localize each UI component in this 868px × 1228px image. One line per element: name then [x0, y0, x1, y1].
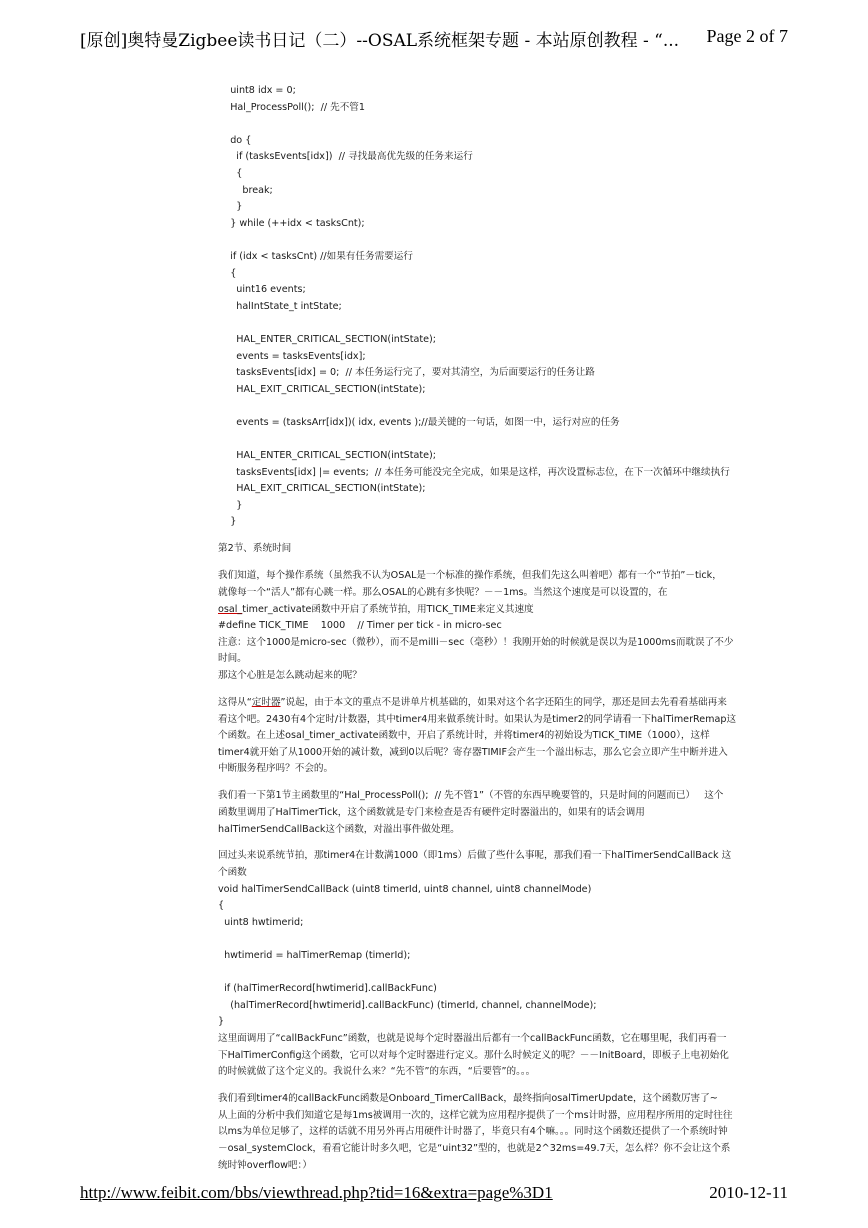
text-line: 注意：这个1000是micro-sec（微秒），而不是milli－sec（毫秒）！我刚开始的时候就是误以为是1000ms而耽误了不少 — [218, 636, 734, 648]
text-line: { — [218, 267, 237, 279]
paragraph-line — [218, 695, 778, 712]
text-line: break; — [218, 184, 273, 196]
underlined-term: osal_ — [218, 603, 243, 615]
text-line: HAL_EXIT_CRITICAL_SECTION(intState); — [218, 483, 426, 495]
text-line: { — [218, 167, 243, 179]
text-line — [218, 431, 778, 448]
text-line: 从上面的分析中我们知道它是每1ms被调用一次的，这样它就为应用程序提供了一个ms计时器，应用程序所用的定时往往 — [218, 1109, 733, 1121]
text-run: timer_activate函数中开启了系统节拍，用TICK_TIME来定义其速度 — [242, 603, 534, 615]
paragraph-line — [218, 602, 778, 619]
article-body — [218, 83, 778, 1174]
text-line — [218, 315, 778, 332]
text-line: 下HalTimerConfig这个函数，它可以对每个定时器进行定义。那什么时候定义的呢？－－InitBoard，即板子上电初始化 — [218, 1049, 729, 1061]
paragraph-system-clock — [218, 1091, 778, 1174]
text-line: 的时候就做了这个定义的。我说什么来？“先不管”的东西，“后要管”的。。。 — [218, 1066, 536, 1078]
page-number: Page 2 of 7 — [706, 26, 788, 46]
text-line: 这里面调用了“callBackFunc”函数，也就是说每个定时器溢出后都有一个callBackFunc函数，它在哪里呢，我们再看一 — [218, 1033, 727, 1045]
text-line: 我们看到timer4的callBackFunc函数是Onboard_TimerCallBack，最终指向osalTimerUpdate，这个函数厉害了~ — [218, 1093, 718, 1105]
text-line: 以ms为单位足够了，这样的话就不用另外再占用硬件计时器了，毕竟只有4个嘛。。。同时这个函数还提供了一个系统时钟 — [218, 1126, 728, 1138]
text-line: 函数里调用了HalTimerTick，这个函数就是专门来检查是否有硬件定时器溢出的，如果有的话会调用 — [218, 806, 645, 818]
text-line: tasksEvents[idx] = 0; // 本任务运行完了，要对其清空，为后面要运行的任务让路 — [218, 367, 595, 379]
section-title: 第2节、系统时间 — [218, 543, 292, 555]
text-line: events = tasksEvents[idx]; — [218, 350, 366, 362]
text-line: timer4就开始了从1000开始的减计数，减到0以后呢？寄存器TIMIF会产生一个溢出标志，那么它会立即产生中断并进入 — [218, 746, 728, 758]
text-line: do { — [218, 134, 252, 146]
text-line — [218, 398, 778, 415]
text-line: 我们知道，每个操作系统（虽然我不认为OSAL是一个标准的操作系统，但我们先这么叫着吧）都有一个“节拍”－tick， — [218, 570, 722, 582]
text-line — [218, 116, 778, 133]
text-line: uint16 events; — [218, 284, 306, 296]
text-line: hwtimerid = halTimerRemap (timerId); — [218, 950, 411, 962]
paragraph-timer — [218, 712, 778, 778]
page-header-title: [原创]奥特曼Zigbee读书日记（二）--OSAL系统框架专题 - 本站原创教程 - “... — [80, 31, 680, 51]
text-line: halTimerSendCallBack这个函数，对溢出事件做处理。 — [218, 823, 460, 835]
text-line: HAL_ENTER_CRITICAL_SECTION(intState); — [218, 450, 437, 462]
code-block-main-loop — [218, 83, 778, 531]
text-line: 就像每一个“活人”都有心跳一样。那么OSAL的心跳有多快呢？－－1ms。当然这个速度是可以设置的，在 — [218, 587, 668, 598]
text-line: if (halTimerRecord[hwtimerid].callBackFunc) — [218, 983, 437, 995]
paragraph-hal-process-poll — [218, 788, 778, 838]
text-run: 这得从“ — [218, 696, 252, 708]
text-line: } — [218, 516, 237, 528]
paragraph-tick-define — [218, 618, 778, 684]
text-line: Hal_ProcessPoll(); // 先不管1 — [218, 101, 366, 113]
text-line: 我们看一下第1节主函数里的“Hal_ProcessPoll(); // 先不管1”（不管的东西早晚要管的，只是时间的问题而已） 这个 — [218, 790, 724, 802]
text-line: } — [218, 201, 243, 213]
text-line: #define TICK_TIME 1000 // Timer per tick - in micro-sec — [218, 620, 502, 632]
text-line: if (idx < tasksCnt) //如果有任务需要运行 — [218, 250, 413, 262]
paragraph-timer-callback — [218, 848, 778, 1080]
text-line: 中断服务程序吗？不会的。 — [218, 763, 334, 775]
text-line — [218, 965, 778, 982]
text-line: } — [218, 499, 243, 511]
text-line: 时间。 — [218, 653, 247, 665]
text-line: void halTimerSendCallBack (uint8 timerId, uint8 channel, uint8 channelMode) — [218, 883, 592, 895]
text-line: (halTimerRecord[hwtimerid].callBackFunc) (timerId, channel, channelMode); — [218, 999, 597, 1011]
text-line: halIntState_t intState; — [218, 300, 342, 312]
text-line: 统时钟overflow吧：） — [218, 1159, 312, 1171]
text-line: { — [218, 900, 225, 912]
text-line: events = (tasksArr[idx])( idx, events );//最关键的一句话，如图一中，运行对应的任务 — [218, 416, 620, 428]
text-line — [218, 232, 778, 249]
text-line: 回过头来说系统节拍，那timer4在计数满1000（即1ms）后做了些什么事呢，那我们看一下halTimerSendCallBack 这 — [218, 850, 732, 862]
text-line: 个函数 — [218, 867, 247, 879]
paragraph-system-tick — [218, 568, 778, 601]
text-line: } while (++idx < tasksCnt); — [218, 217, 365, 229]
footer-url[interactable]: http://www.feibit.com/bbs/viewthread.php?tid=16&extra=page%3D1 — [80, 1183, 553, 1202]
text-line: if (tasksEvents[idx]) // 寻找最高优先级的任务来运行 — [218, 151, 473, 163]
footer-date: 2010-12-11 — [709, 1183, 788, 1202]
text-line: 看这个吧。2430有4个定时/计数器，其中timer4用来做系统计时。如果认为是timer2的同学请看一下halTimerRemap这 — [218, 713, 737, 725]
text-line — [218, 931, 778, 948]
text-line: －osal_systemClock，看看它能计时多久吧，它是“uint32”型的，也就是2^32ms=49.7天，怎么样？你不会让这个系 — [218, 1142, 731, 1154]
text-line: tasksEvents[idx] |= events; // 本任务可能没完全完成，如果是这样，再次设置标志位，在下一次循环中继续执行 — [218, 466, 730, 478]
text-line: uint8 hwtimerid; — [218, 916, 304, 928]
text-line: uint8 idx = 0; — [218, 85, 296, 96]
text-line: 个函数。在上述osal_timer_activate函数中，开启了系统计时，并将timer4的初始设为TICK_TIME（1000），这样 — [218, 730, 710, 742]
text-run: ”说起，由于本文的重点不是讲单片机基础的，如果对这个名字还陌生的同学，那还是回去先看看基础再来 — [280, 696, 727, 708]
underlined-term: 定时器 — [251, 696, 281, 708]
text-line: HAL_ENTER_CRITICAL_SECTION(intState); — [218, 333, 437, 345]
text-line: 那这个心脏是怎么跳动起来的呢？ — [218, 669, 362, 681]
text-line: HAL_EXIT_CRITICAL_SECTION(intState); — [218, 383, 426, 395]
text-line: } — [218, 1016, 225, 1028]
